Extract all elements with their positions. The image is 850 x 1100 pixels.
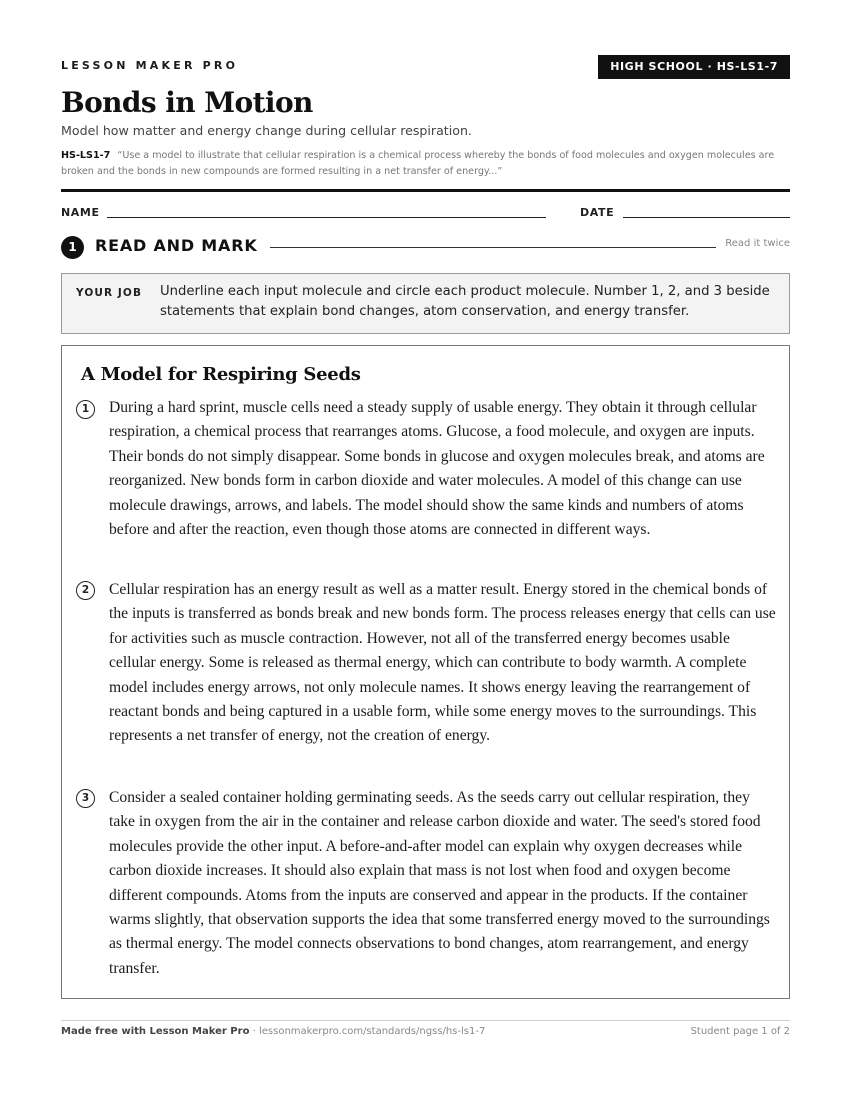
section-note: Read it twice [725,238,790,249]
standard-statement [61,148,790,180]
name-label: NAME [61,206,100,219]
grade-standard-badge: HIGH SCHOOL · HS-LS1-7 [598,55,790,79]
date-label: DATE [580,206,615,219]
footer-divider [61,1020,790,1021]
footer-made-with: Made free with Lesson Maker Pro [61,1026,250,1037]
section-header [61,234,790,260]
section-number-badge: 1 [61,236,84,259]
reading-passage-box [61,345,790,999]
footer-url[interactable]: · lessonmakerpro.com/standards/ngss/hs-ls1-7 [249,1026,486,1037]
header-divider [61,189,790,192]
standard-text: “Use a model to illustrate that cellular respiration is a chemical process whereby the bonds of food molecules and oxygen molecules are broken and the bonds in new compounds are formed resulting in a net transfer of energy...” [61,150,775,177]
paragraph-1: During a hard sprint, muscle cells need a steady supply of usable energy. They obtain it through cellular respiration, a chemical process that rearranges atoms. Glucose, a food molecule, and oxygen are inputs. Their bonds do not simply disappear. Some bonds in glucose and oxygen molecules break, and atoms are reorganized. New bonds form in carbon dioxide and water molecules. A model of this change can use molecule drawings, arrows, and labels. The model should show the same kinds and numbers of atoms before and after the reaction, even though those atoms are connected in different ways. [109,399,765,539]
paragraph-2: Cellular respiration has an energy result as well as a matter result. Energy stored in the chemical bonds of the inputs is transferred as bonds break and new bonds form. The process releases energy that cells can use for activities such as muscle contraction. However, not all of the transferred energy becomes usable cellular energy. Some is released as thermal energy, which can contribute to body warmth. A complete model includes energy arrows, not only molecule names. It shows energy leaving the rearrangement of reactant bonds and being captured in a usable form, while some energy moves to the surroundings. This represents a net transfer of energy, not the creation of energy. [109,581,776,745]
section-rule [270,247,716,248]
page-subtitle: Model how matter and energy change during cellular respiration. [61,123,472,138]
paragraph-number-2: 2 [76,581,95,600]
footer-credit [61,1026,485,1037]
paragraph-3: Consider a sealed container holding germinating seeds. As the seeds carry out cellular respiration, they take in oxygen from the air in the container and release carbon dioxide and water. The seed's stored food molecules provide the other input. A before-and-after model can explain why oxygen decreases while carbon dioxide increases. It should also explain that mass is not lost when food and oxygen become different compounds. Atoms from the inputs are conserved and appear in the products. If the container warms slightly, that observation supports the idea that some transferred energy moved to the surroundings as thermal energy. The model connects observations to bond changes, atom rearrangement, and energy transfer. [109,789,770,977]
page-title: Bonds in Motion [61,86,313,119]
date-field[interactable] [623,217,790,218]
job-instructions-box [61,273,790,334]
job-text: Underline each input molecule and circle each product molecule. Number 1, 2, and 3 beside statements that explain bond changes, atom conservation, and energy transfer. [160,284,770,319]
section-title: READ AND MARK [95,236,258,255]
header-bar [61,55,790,79]
paragraph-number-3: 3 [76,789,95,808]
standard-code: HS-LS1-7 [61,150,111,161]
job-label: YOUR JOB [76,287,143,299]
reading-title: A Model for Respiring Seeds [81,364,361,385]
paragraph-number-1: 1 [76,400,95,419]
name-date-row [61,206,790,222]
footer-page-number: Student page 1 of 2 [690,1026,790,1037]
name-field[interactable] [107,217,546,218]
brand-name: LESSON MAKER PRO [61,59,239,72]
worksheet-page [61,0,790,1100]
